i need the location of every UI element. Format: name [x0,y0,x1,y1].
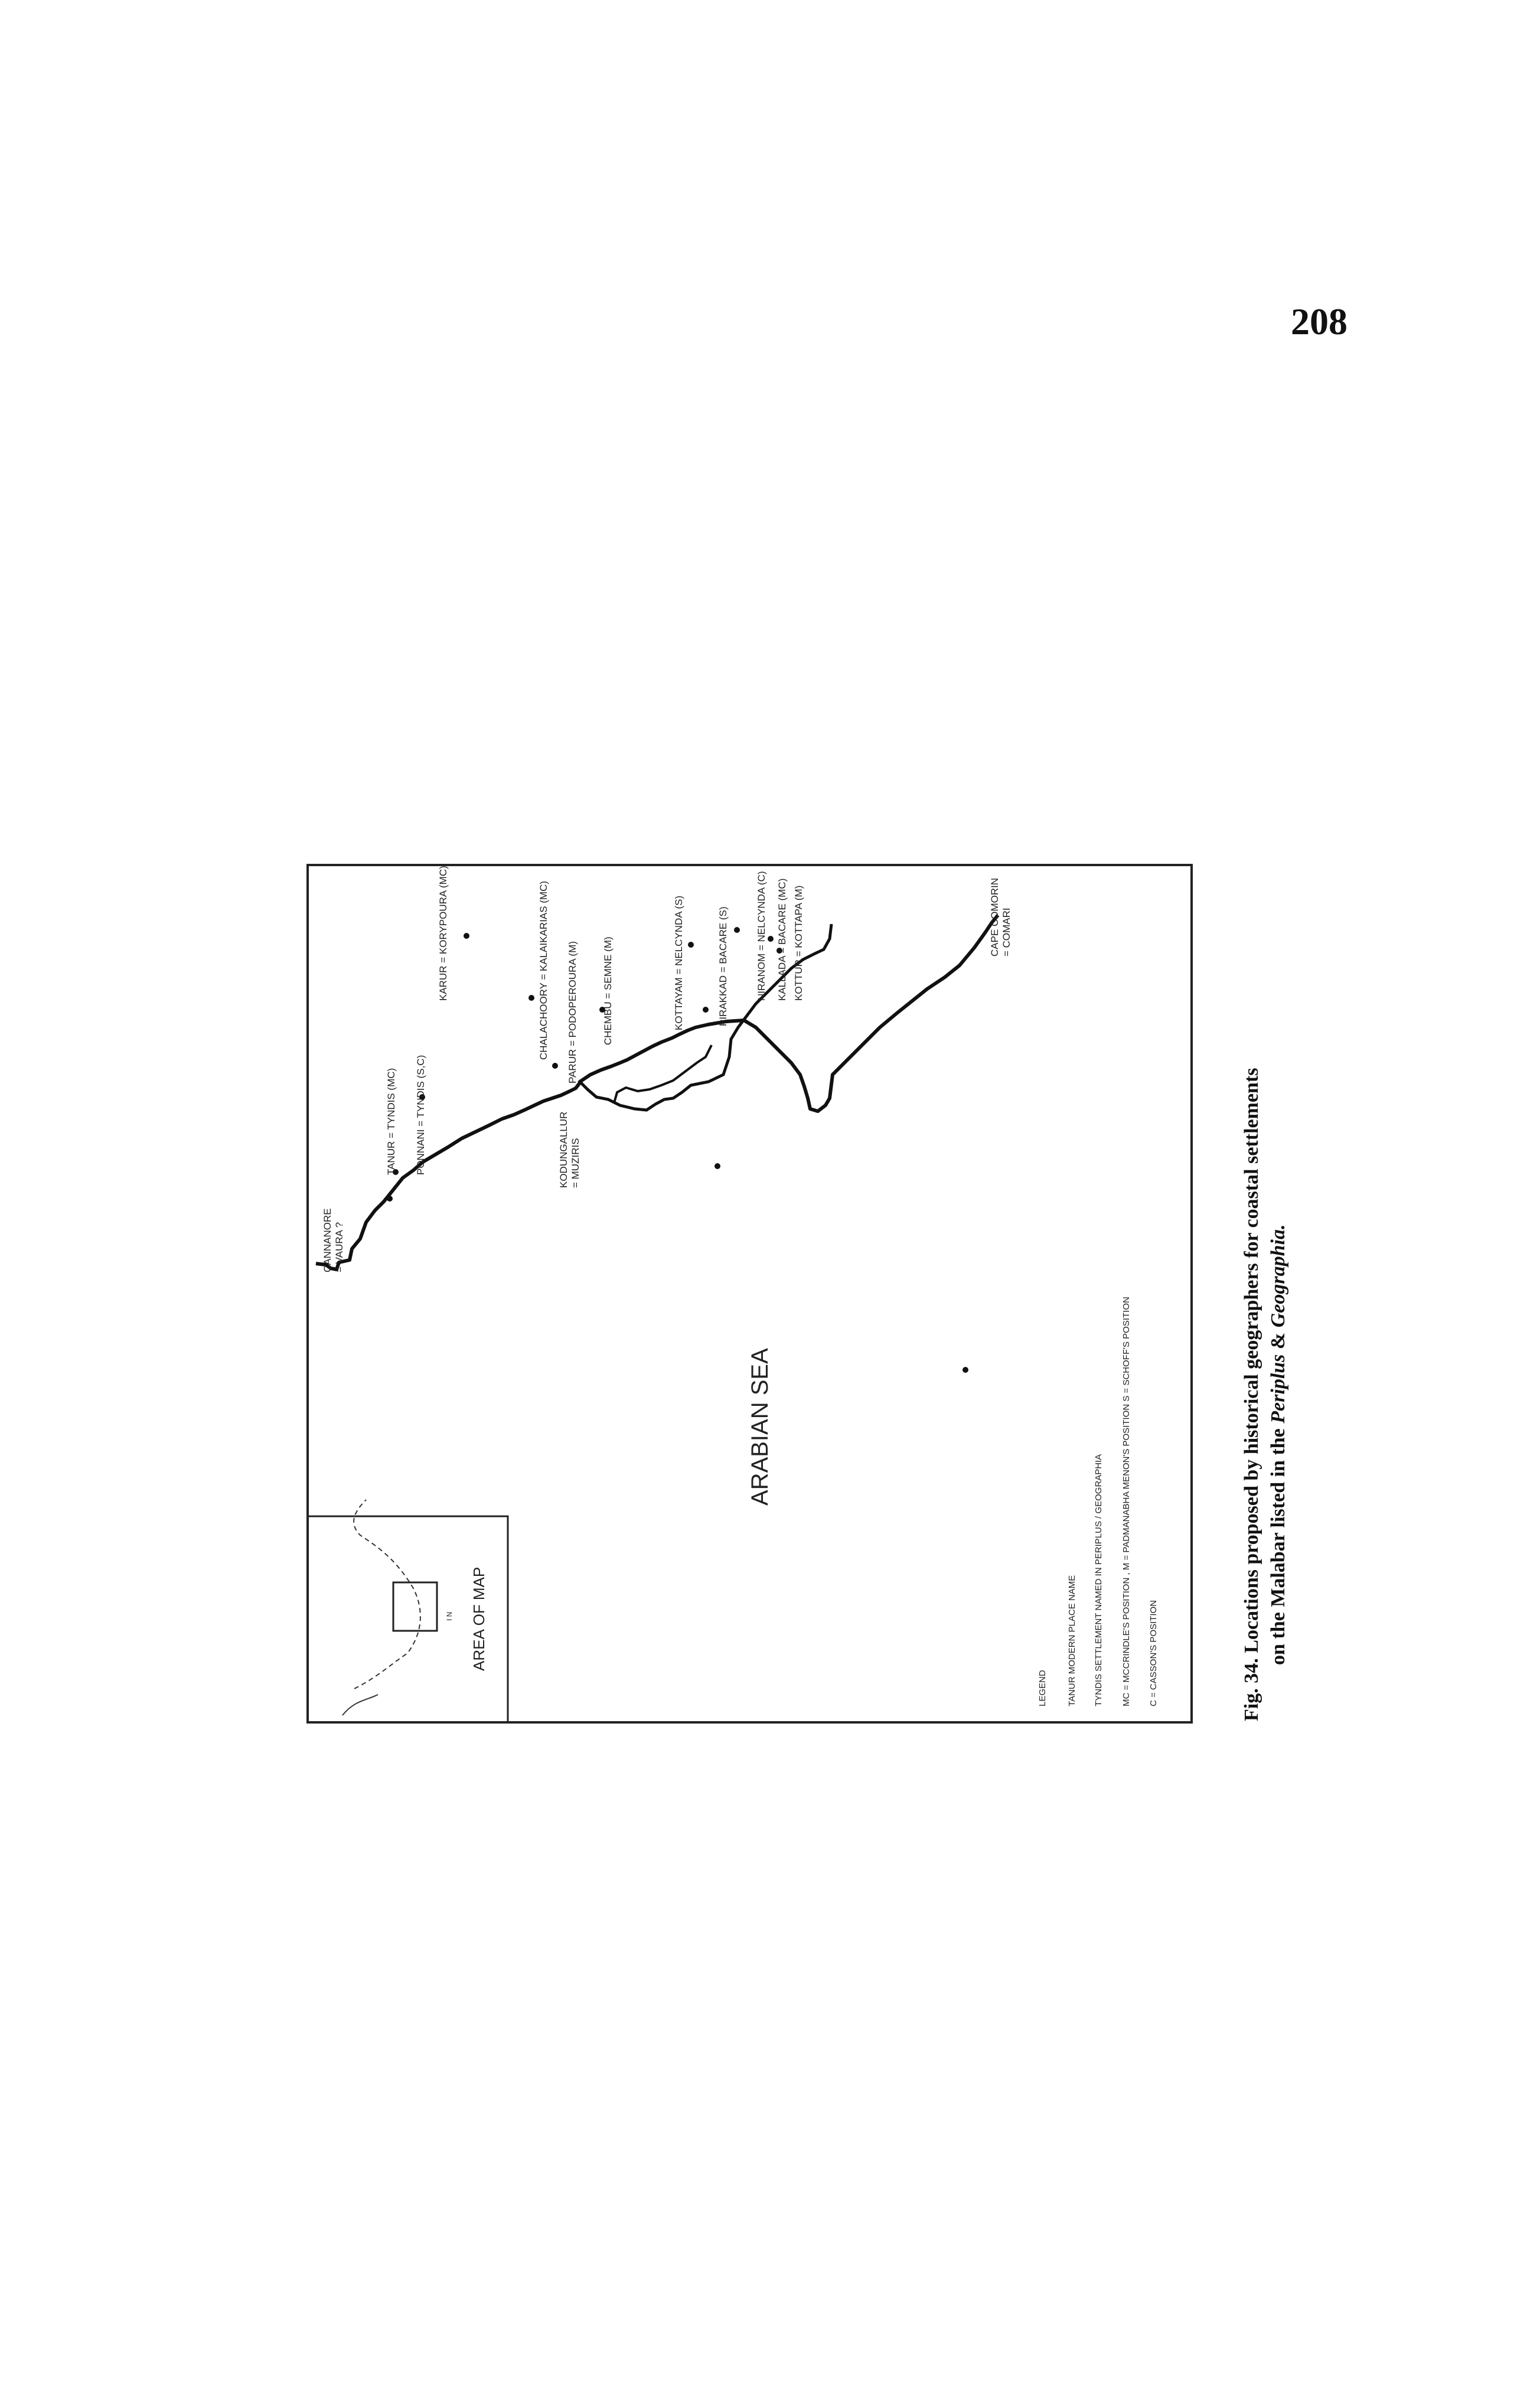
place-tanur: TANUR = TYNDIS (MC) [386,1068,397,1175]
legend-row: TYNDIS SETTLEMENT NAMED IN PERIPLUS / GEOGRAPHIA [1094,1454,1104,1706]
legend-title: LEGEND [1037,1670,1048,1706]
legend-row: TANUR MODERN PLACE NAME [1067,1575,1077,1706]
place-cape-comorin: CAPE COMORIN [989,877,1000,957]
place-chalachoory: CHALACHOORY = KALAIKARIAS (MC) [538,880,549,1060]
place-kallada: KALLADA = BACARE (MC) [776,878,788,1001]
inset-title: AREA OF MAP [470,1566,488,1671]
place-cape-comorin-ancient: = COMARI [1001,908,1012,957]
place-ponnani: PONNANI = TYNDIS (S,C) [415,1055,426,1175]
place-pirakkad: PIRAKKAD = BACARE (S) [717,906,729,1026]
place-cannanore: CANNANORE [322,1208,333,1272]
place-parur: PARUR = PODOPEROURA (M) [567,941,578,1083]
place-niranom: NIRANOM = NELCYNDA (C) [756,871,767,1001]
place-kottur: KOTTUR = KOTTAPA (M) [793,885,804,1001]
place-kottayam: KOTTAYAM = NELCYNDA (S) [673,895,684,1030]
legend-row: MC = MCCRINDLE'S POSITION , M = PADMANABHA MENON'S POSITION S = SCHOFF'S POSITION [1121,1297,1131,1706]
place-kodungallur: KODUNGALLUR [558,1111,569,1188]
sea-label: ARABIAN SEA [747,1348,773,1506]
inset-small-label: I N [445,1611,453,1621]
caption-line-1: Fig. 34. Locations proposed by historical geographers for coastal settlements [1241,1068,1262,1721]
legend-row: C = CASSON'S POSITION [1149,1600,1159,1706]
caption-line-2: on the Malabar listed in the Periplus & Geographia. [1267,1224,1289,1665]
place-chembu: CHEMBU = SEMNE (M) [602,936,614,1045]
place-cannanore-ancient: = VAURA ? [334,1222,345,1272]
place-kodungallur-ancient: = MUZIRIS [570,1138,581,1188]
page-number: 208 [1291,301,1348,342]
place-karur: KARUR = KORYPOURA (MC) [438,866,449,1001]
